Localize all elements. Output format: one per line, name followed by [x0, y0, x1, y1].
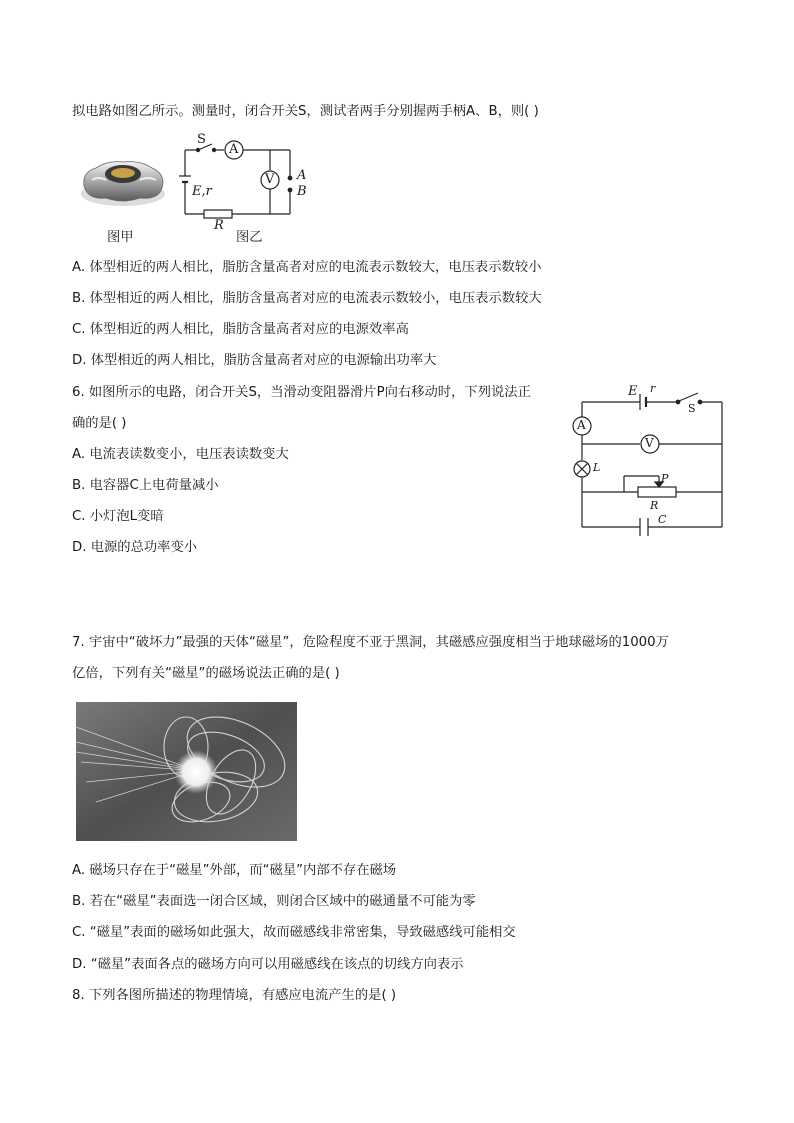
q7-option-b: B. 若在“磁星”表面选一闭合区域，则闭合区域中的磁通量不可能为零	[72, 894, 476, 909]
magnetar-image	[76, 702, 297, 841]
q5-option-d: D. 体型相近的两人相比，脂肪含量高者对应的电源输出功率大	[72, 353, 437, 368]
q6-label-p: P	[661, 472, 669, 485]
body-fat-device-figure	[78, 150, 168, 210]
q6-option-d: D. 电源的总功率变小	[72, 540, 198, 555]
q7-option-c: C. “磁星”表面的磁场如此强大，故而磁感线非常密集，导致磁感线可能相交	[72, 925, 516, 940]
q6-option-b: B. 电容器C上电荷量减小	[72, 478, 219, 493]
q5-label-s: S	[197, 132, 206, 147]
q6-label-c: C	[658, 513, 667, 526]
fig-jia-caption: 图甲	[107, 230, 134, 245]
q7-stem-line2: 亿倍，下列有关“磁星”的磁场说法正确的是( )	[72, 666, 340, 681]
q6-option-a: A. 电流表读数变小，电压表读数变大	[72, 447, 289, 462]
q6-circuit-diagram	[566, 384, 731, 540]
q5-ammeter-label: A	[229, 142, 239, 157]
q5-option-a: A. 体型相近的两人相比，脂肪含量高者对应的电流表示数较大，电压表示数较小	[72, 260, 542, 275]
q6-option-c: C. 小灯泡L变暗	[72, 509, 164, 524]
q5-voltmeter-label: V	[265, 172, 275, 187]
device-image	[78, 150, 168, 210]
q5-label-er: E,r	[192, 184, 212, 199]
q5-option-b: B. 体型相近的两人相比，脂肪含量高者对应的电流表示数较小，电压表示数较大	[72, 291, 542, 306]
q8-stem: 8. 下列各图所描述的物理情境，有感应电流产生的是( )	[72, 988, 397, 1003]
q6-label-r-internal: r	[650, 382, 656, 395]
q6-ammeter-label: A	[577, 418, 586, 432]
q7-stem-line1: 7. 宇宙中“破坏力”最强的天体“磁星”，危险程度不亚于黑洞，其磁感应强度相当于地球磁场的1000万	[72, 635, 669, 650]
q6-label-e: E	[628, 384, 638, 399]
q6-stem-line2: 确的是( )	[72, 416, 127, 431]
q6-label-l: L	[593, 461, 601, 474]
q5-label-r: R	[214, 218, 224, 233]
q6-voltmeter-label: V	[645, 436, 654, 450]
q5-option-c: C. 体型相近的两人相比，脂肪含量高者对应的电源效率高	[72, 322, 409, 337]
q7-option-a: A. 磁场只存在于“磁星”外部，而“磁星”内部不存在磁场	[72, 863, 397, 878]
fig-yi-caption: 图乙	[236, 230, 263, 245]
q5-terminal-b: B	[297, 184, 307, 199]
q6-label-s: S	[688, 402, 696, 415]
q5-terminal-a: A	[297, 168, 307, 183]
q7-option-d: D. “磁星”表面各点的磁场方向可以用磁感线在该点的切线方向表示	[72, 957, 464, 972]
q5-circuit-diagram	[170, 132, 320, 232]
q6-stem-line1: 6. 如图所示的电路，闭合开关S，当滑动变阻器滑片P向右移动时，下列说法正	[72, 385, 531, 400]
q6-label-rheostat: R	[650, 499, 659, 512]
q5-stem-tail: 拟电路如图乙所示。测量时，闭合开关S，测试者两手分别握两手柄A、B，则( )	[72, 104, 539, 119]
